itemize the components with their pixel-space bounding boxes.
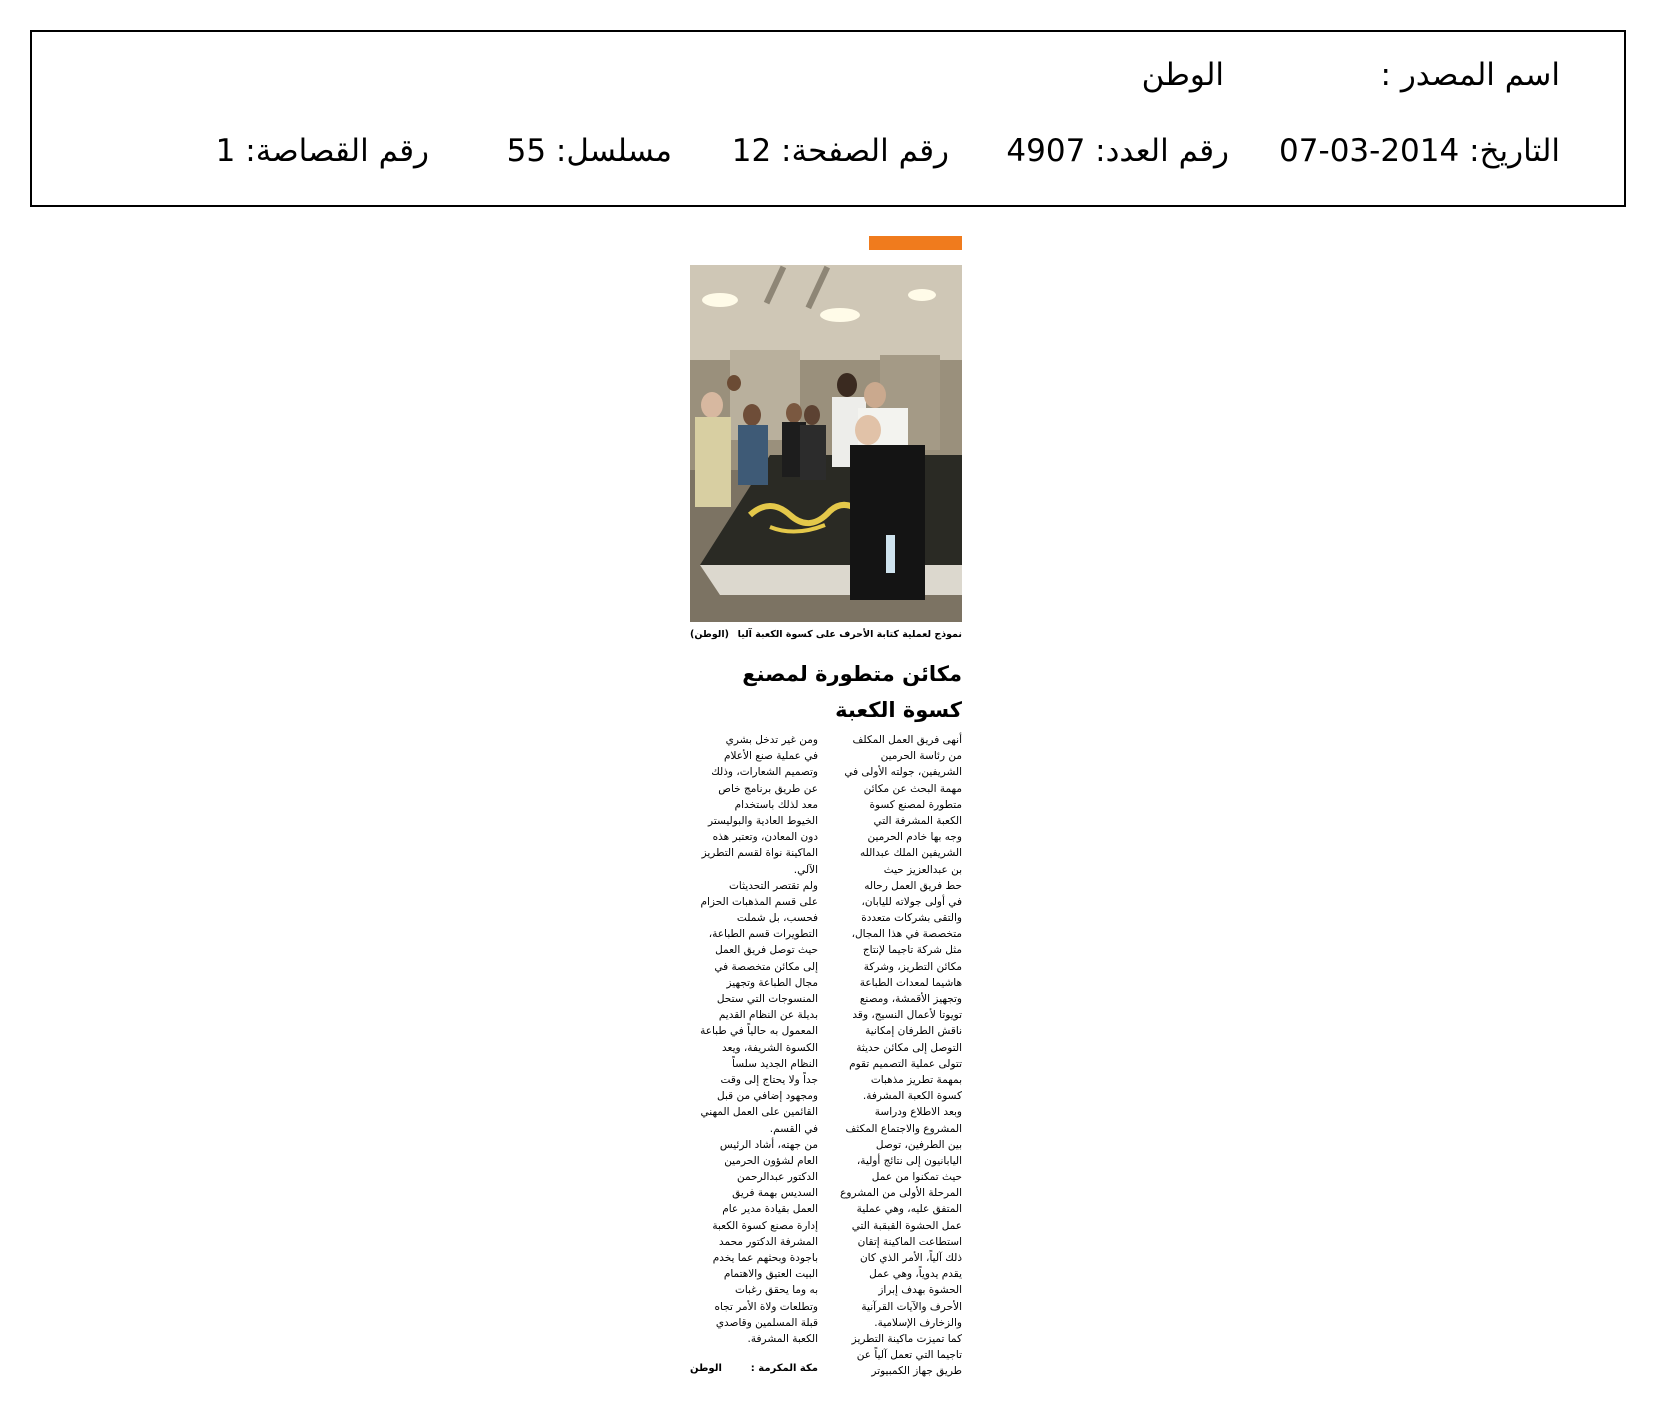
article-line: بين الطرفين، توصل (875, 1138, 962, 1151)
article-line: الكعبة المشرفة. (747, 1332, 818, 1345)
article-line: وتصميم الشعارات، وذلك (711, 766, 818, 779)
article-line: باجودة وبحثهم عما يخدم (712, 1252, 818, 1264)
article-line: مثل شركة تاجيما لإنتاج (862, 944, 962, 957)
photo-credit: (الوطن) (690, 629, 729, 640)
article-line: العام لشؤون الحرمين (724, 1154, 818, 1167)
article-line: وتجهيز الأقمشة، ومصنع (859, 993, 962, 1005)
article-column-right (834, 732, 962, 1380)
article-line: طريق جهاز الكمبيوتر (871, 1365, 962, 1378)
article-line: تويوتا لأعمال النسيج، وقد (852, 1009, 962, 1022)
article-line: في أولى جولاته لليابان، (861, 895, 962, 908)
article-line: مهمة البحث عن مكائن (863, 782, 962, 795)
article-line: المعمول به حالياً في طباعة (700, 1025, 818, 1038)
headline-line-1: مكائن متطورة لمصنع (742, 662, 962, 686)
article-line: الشريفين، جولته الأولى في (844, 766, 962, 779)
article-line: الآلي. (793, 863, 818, 876)
article-line: ومجهود إضافي من قبل (717, 1090, 818, 1103)
article-line: وتطلعات ولاة الأمر تجاه (714, 1300, 818, 1313)
article-line: عن طريق برنامج خاص (718, 782, 818, 795)
article-line: ناقش الطرفان إمكانية (865, 1025, 962, 1038)
article-line: المنسوجات التي ستحل (716, 993, 818, 1005)
date-field: التاريخ: 2014-03-07 (1279, 133, 1560, 169)
article-line: من رئاسة الحرمين (880, 750, 962, 763)
serial-number-field: مسلسل: 55 (506, 133, 672, 169)
source-label: اسم المصدر : (1380, 57, 1560, 93)
article-line: به وما يحقق رغبات (734, 1284, 818, 1297)
article-line: قبلة المسلمين وقاصدي (715, 1316, 818, 1329)
article-line: هاشيما لمعدات الطباعة (859, 976, 962, 989)
article-line: البيت العتيق والاهتمام (723, 1268, 818, 1281)
article-line: الحشوة بهدف إبراز (878, 1284, 962, 1297)
article-line: معد لذلك باستخدام (734, 798, 818, 811)
article-dateline: مكة المكرمة : (750, 1363, 818, 1374)
issue-number-field: رقم العدد: 4907 (1006, 133, 1229, 169)
article-line: التطويرات قسم الطباعة، (708, 928, 818, 941)
article-line: تاجيما التي تعمل آلياً عن (856, 1349, 962, 1362)
article-line: الخيوط العادية والبوليستر (708, 814, 818, 827)
article-line: متخصصة في هذا المجال، (851, 928, 962, 941)
article-line: القائمين على العمل المهني (700, 1106, 818, 1119)
article-line: العمل بقيادة مدير عام (722, 1203, 818, 1216)
article-line: في القسم. (769, 1122, 818, 1135)
article-line: النظام الجديد سلساً (732, 1057, 818, 1070)
article-line: بن عبدالعزيز حيث (883, 863, 962, 876)
article-line: ذلك آلياً، الأمر الذي كان (859, 1252, 962, 1264)
article-photo (690, 265, 962, 622)
article-line: اليابانيون إلى نتائج أولية، (856, 1154, 962, 1167)
article-line: بمهمة تطريز مذهبات (870, 1073, 962, 1086)
article-line: حيث تمكنوا من عمل (871, 1171, 962, 1184)
article-line: بديلة عن النظام القديم (718, 1009, 818, 1022)
article-line: الدكتور عبدالرحمن (736, 1171, 818, 1184)
article-line: مجال الطباعة وتجهيز (726, 976, 818, 989)
article-line: المشروع والاجتماع المكثف (845, 1122, 962, 1135)
photo-caption: نموذج لعملية كتابة الأحرف على كسوة الكعبة آليا (737, 629, 962, 640)
article-line: حط فريق العمل رحاله (864, 879, 962, 892)
article-line: متطورة لمصنع كسوة (869, 798, 962, 811)
article-line: التوصل إلى مكائن حديثة (856, 1041, 962, 1054)
workshop-photo-illustration (690, 265, 962, 622)
article-line: حيث توصل فريق العمل (715, 944, 818, 957)
article-line: الكعبة المشرفة التي (873, 814, 962, 827)
article-line: الأحرف والآيات القرآنية (861, 1300, 962, 1313)
page-number-field: رقم الصفحة: 12 (731, 133, 949, 169)
article-line: عمل الحشوة القبقبة التي (851, 1219, 962, 1232)
article-line: كما تميزت ماكينة التطريز (851, 1332, 962, 1345)
article-line: إدارة مصنع كسوة الكعبة (712, 1219, 818, 1232)
photo-caption-row (690, 629, 962, 643)
article-line: والتقى بشركات متعددة (861, 912, 962, 925)
newspaper-clipping (690, 236, 962, 1386)
article-line: والزخارف الإسلامية. (874, 1316, 962, 1329)
article-line: الكسوة الشريفة، ويعد (722, 1041, 818, 1054)
article-line: دون المعادن، وتعتبر هذه (712, 831, 818, 844)
article-line: مكائن التطريز، وشركة (863, 960, 962, 973)
article-line: وجه بها خادم الحرمين (867, 831, 962, 844)
source-value: الوطن (1141, 57, 1224, 93)
article-line: فحسب، بل شملت (736, 912, 818, 925)
article-line: من جهته، أشاد الرئيس (719, 1138, 818, 1151)
article-column-left (690, 732, 818, 1347)
article-line: جداً ولا يحتاج إلى وقت (720, 1073, 818, 1086)
article-line: المتفق عليه، وهي عملية (856, 1203, 962, 1216)
article-line: السديس بهمة فريق (732, 1187, 818, 1200)
article-line: وبعد الاطلاع ودراسة (874, 1106, 962, 1119)
article-line: إلى مكائن متخصصة في (714, 960, 818, 973)
article-line: أنهى فريق العمل المكلف (852, 734, 962, 746)
article-line: الماكينة نواة لقسم التطريز (701, 847, 818, 860)
article-line: على قسم المذهبات الحزام (700, 895, 818, 908)
article-line: الشريفين الملك عبدالله (859, 847, 962, 860)
article-line: كسوة الكعبة المشرفة. (862, 1090, 962, 1103)
clipping-number-field: رقم القصاصة: 1 (215, 133, 429, 169)
article-line: المرحلة الأولى من المشروع (840, 1187, 962, 1200)
section-accent-bar (869, 236, 962, 250)
article-line: ومن غير تدخل بشري (725, 734, 818, 746)
article-line: استطاعت الماكينة إتقان (857, 1235, 962, 1248)
headline-line-2: كسوة الكعبة (835, 698, 962, 722)
article-line: في عملية صنع الأعلام (723, 750, 818, 763)
article-headline (690, 656, 962, 728)
article-dateline-credit: الوطن (690, 1363, 722, 1374)
article-line: ولم تقتصر التحديثات (729, 879, 818, 892)
article-line: المشرفة الدكتور محمد (719, 1235, 818, 1248)
source-metadata-box (30, 30, 1626, 207)
article-line: تتولى عملية التصميم تقوم (849, 1057, 962, 1070)
article-line: يقدم يدوياً، وهي عمل (869, 1268, 962, 1281)
